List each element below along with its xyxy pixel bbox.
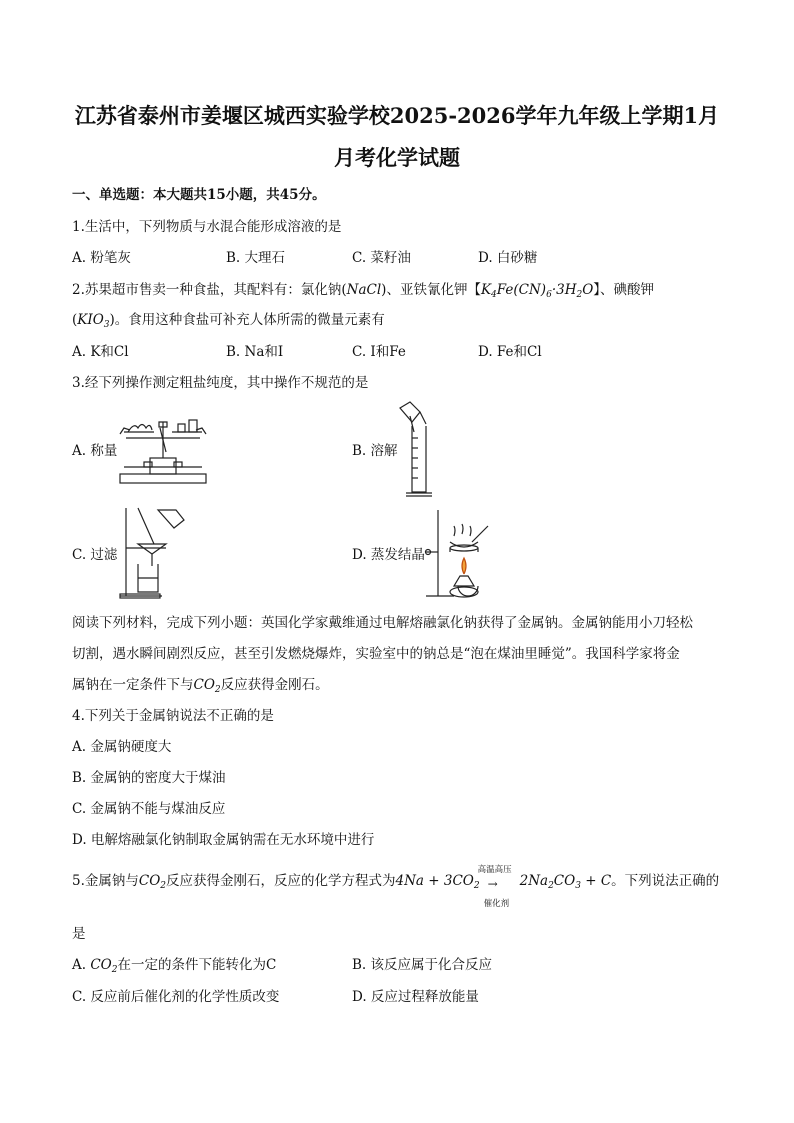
right-arrow-icon: → <box>487 876 498 891</box>
question-2-option-d: D. Fe和Cl <box>478 344 542 360</box>
question-1-option-c: C. 菜籽油 <box>352 250 411 266</box>
question-3-option-b: B. 溶解 <box>352 443 398 459</box>
question-4-option-d: D. 电解熔融氯化钠制取金属钠需在无水环境中进行 <box>72 832 375 848</box>
exam-title-line1: 江苏省泰州市姜堰区城西实验学校2025-2026学年九年级上学期1月 <box>74 103 720 128</box>
passage-line3: 属钠在一定条件下与$CO_2$反应获得金刚石。 <box>72 677 329 695</box>
question-5-stem-line1: 5.金属钠与$CO_2$反应获得金刚石，反应的化学方程式为$4Na + 3CO_2$ 高温高压 → 催化剂 $2Na_2CO_3 + C$。下列说法正确的 <box>72 864 720 909</box>
cylinder-icon <box>398 398 444 504</box>
section-heading: 一、单选题：本大题共15小题，共45分。 <box>72 187 326 203</box>
question-3-option-a: A. 称量 <box>72 443 118 459</box>
question-5-option-d: D. 反应过程释放能量 <box>352 989 479 1005</box>
question-5-option-b: B. 该反应属于化合反应 <box>352 957 493 973</box>
question-4-option-c: C. 金属钠不能与煤油反应 <box>72 801 226 817</box>
equation-right: 2Na <box>519 873 549 889</box>
question-3-option-d: D. 蒸发结晶 <box>352 547 425 563</box>
question-4-stem: 4.下列关于金属钠说法不正确的是 <box>72 708 274 724</box>
question-2-option-a: A. K和Cl <box>72 344 129 360</box>
question-1-stem: 1.生活中，下列物质与水混合能形成溶液的是 <box>72 219 342 235</box>
question-1-option-b: B. 大理石 <box>226 250 286 266</box>
question-2-option-c: C. I和Fe <box>352 344 406 360</box>
question-2-stem-line2: $(KIO_3)$。食用这种食盐可补充人体所需的微量元素有 <box>72 312 385 330</box>
evaporation-icon <box>424 506 494 604</box>
question-5-option-a: A. $CO_2$在一定的条件下能转化为C <box>72 957 277 975</box>
exam-title-line2: 月考化学试题 <box>334 145 460 170</box>
question-3-option-c: C. 过滤 <box>72 547 118 563</box>
filter-icon <box>118 504 192 604</box>
reaction-arrow: 高温高压 → 催化剂 <box>477 864 512 909</box>
equation-left: 4Na + 3CO <box>395 873 474 889</box>
passage-line1: 阅读下列材料，完成下列小题：英国化学家戴维通过电解熔融氯化钠获得了金属钠。金属钠能用小刀轻松 <box>72 615 693 631</box>
passage-line2: 切割，遇水瞬间剧烈反应，甚至引发燃烧爆炸，实验室中的钠总是“泡在煤油里睡觉”。我国科学家将金 <box>72 646 680 662</box>
balance-icon <box>114 412 212 490</box>
question-1-option-d: D. 白砂糖 <box>478 250 538 266</box>
question-1-option-a: A. 粉笔灰 <box>72 250 131 266</box>
question-3-stem: 3.经下列操作测定粗盐纯度，其中操作不规范的是 <box>72 375 369 391</box>
question-2-option-b: B. Na和I <box>226 344 284 360</box>
question-5-option-c: C. 反应前后催化剂的化学性质改变 <box>72 989 280 1005</box>
question-4-option-a: A. 金属钠硬度大 <box>72 739 172 755</box>
question-2-stem-line1: 2.苏果超市售卖一种食盐，其配料有：氯化钠(NaCl)、亚铁氰化钾【$K_4Fe(CN)_6\cdot 3H_2O$】、碘酸钾 <box>72 282 655 300</box>
question-5-stem-line2: 是 <box>72 926 86 942</box>
question-4-option-b: B. 金属钠的密度大于煤油 <box>72 770 226 786</box>
